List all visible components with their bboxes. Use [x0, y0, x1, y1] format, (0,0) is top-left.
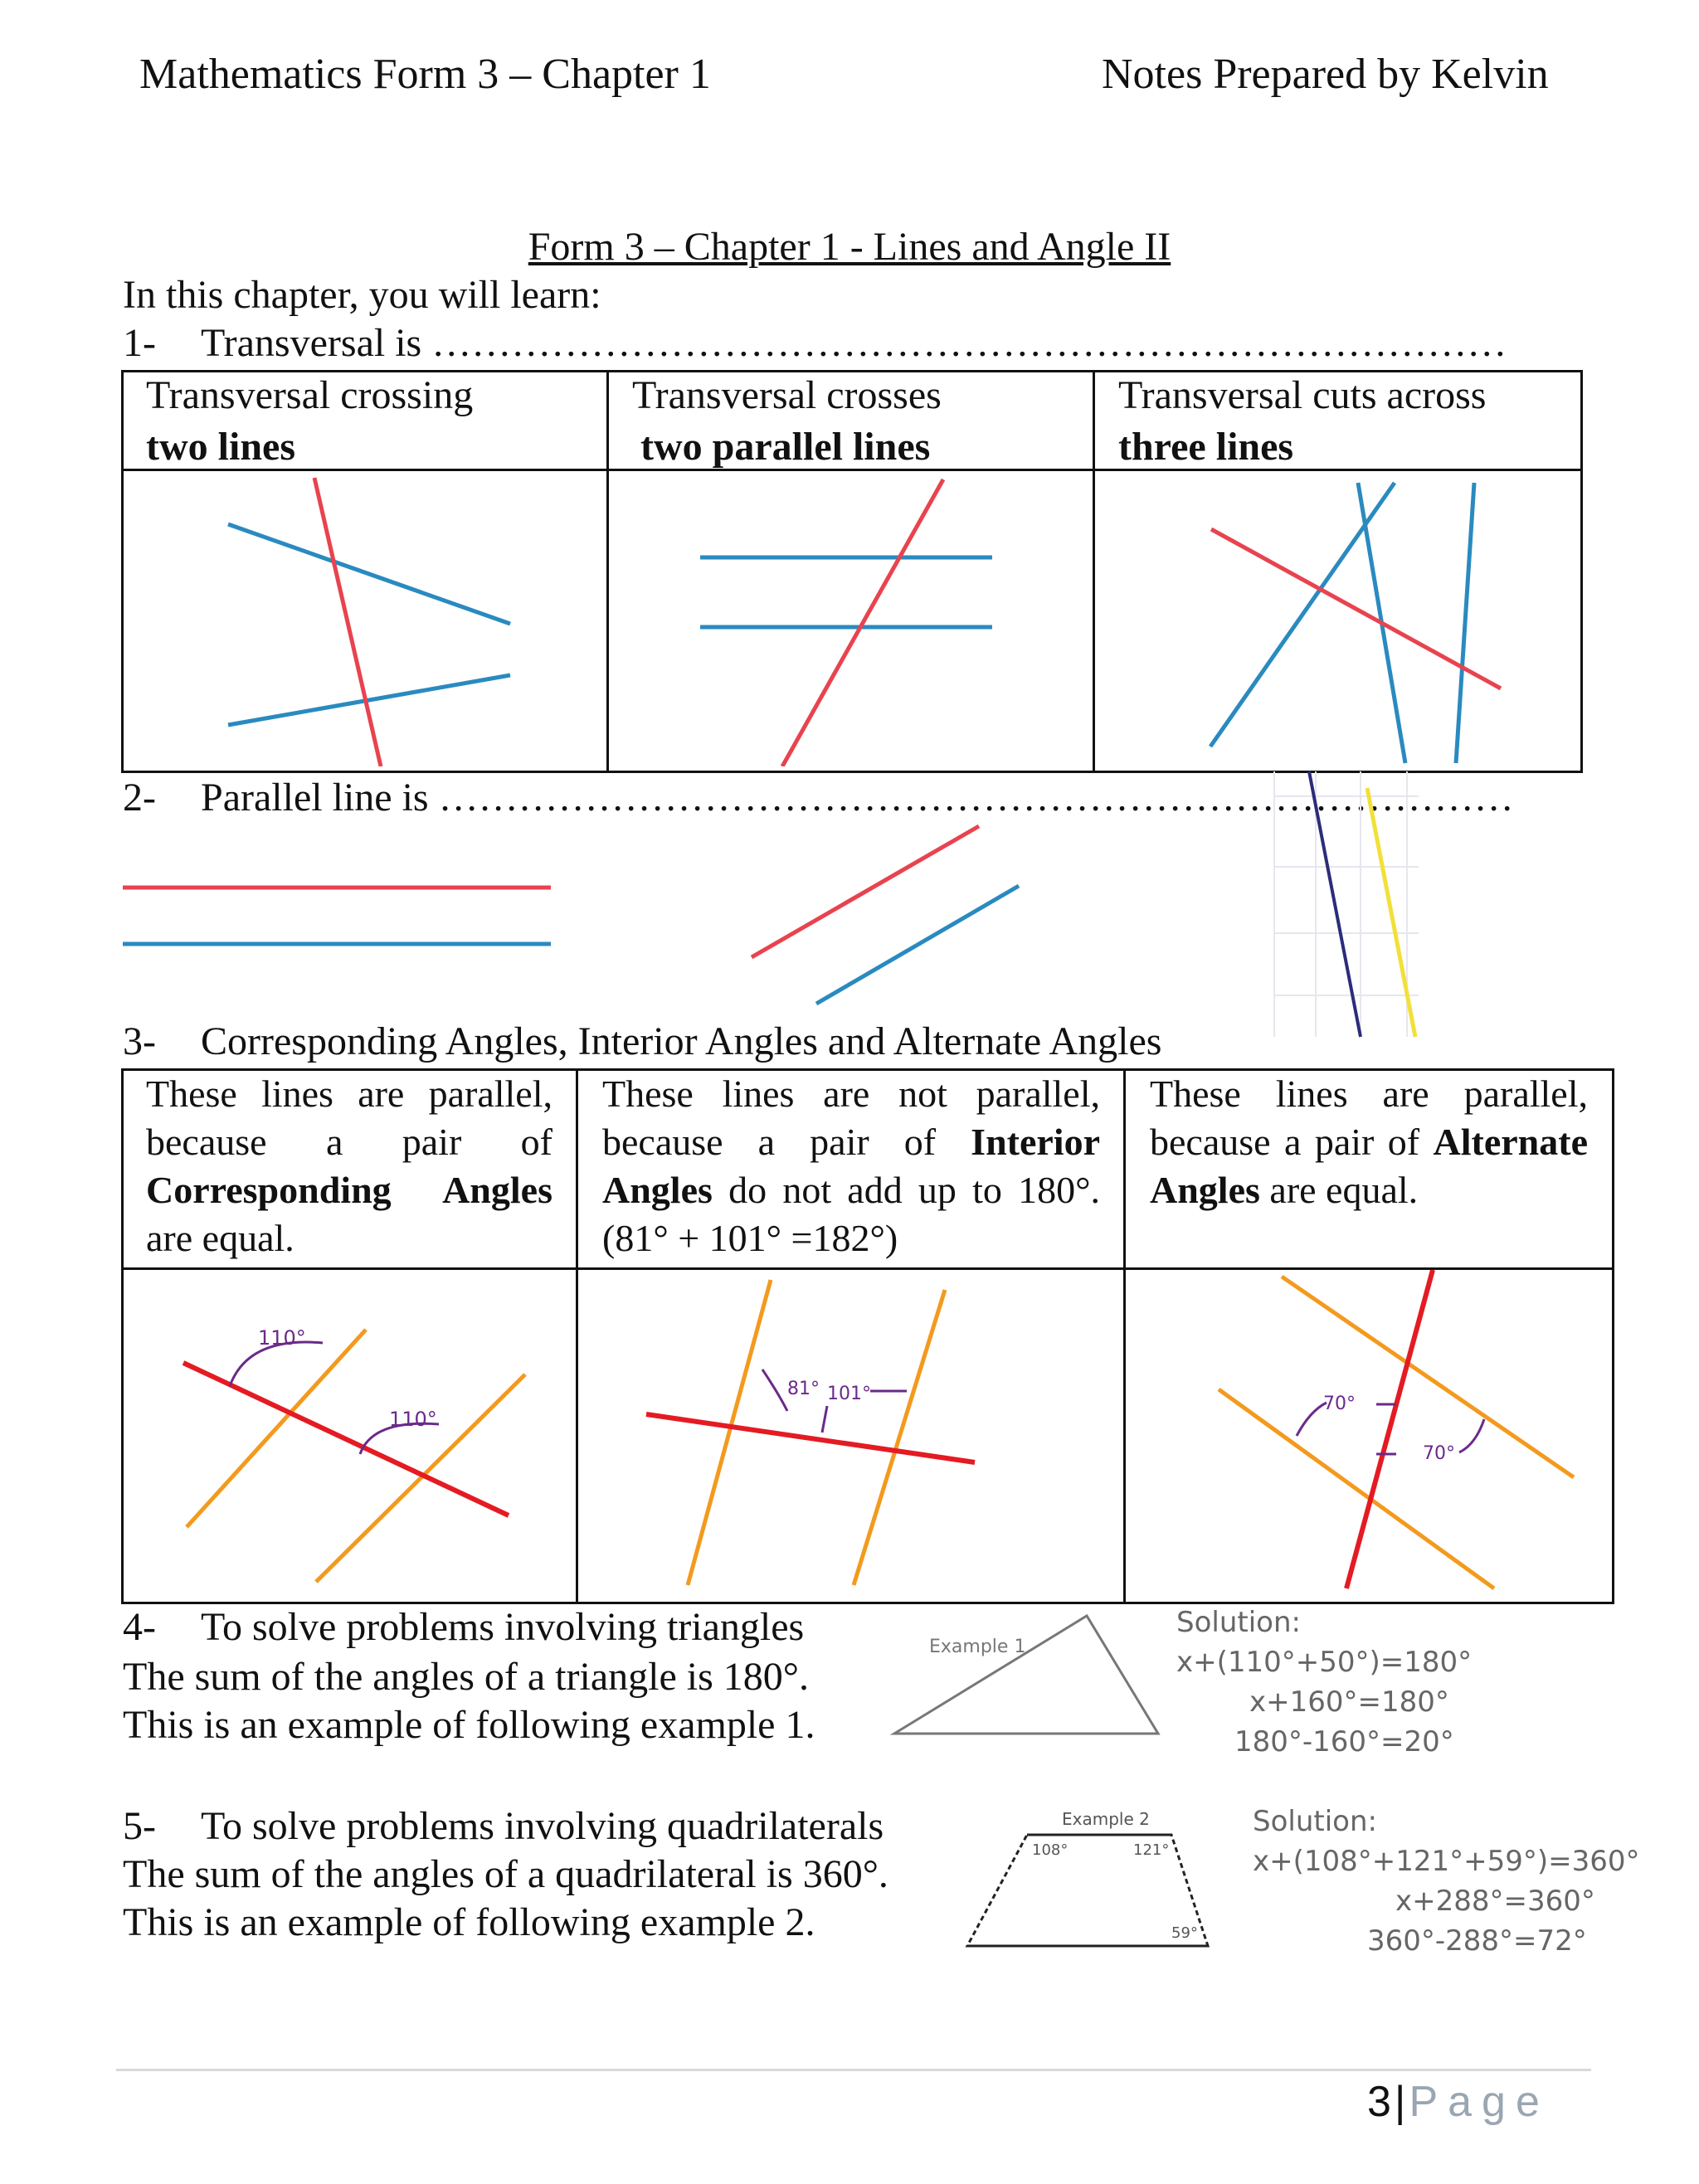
footer-separator: | — [1394, 2078, 1406, 2126]
angle-arc — [1297, 1403, 1327, 1436]
page-number: 3 — [1367, 2078, 1391, 2126]
orange-line — [316, 1374, 525, 1582]
alternate-explanation: These lines are parallel, because a pair of Alternate Angles are equal. — [1150, 1073, 1588, 1211]
item2-number: 2- — [123, 776, 156, 820]
navy-line — [1309, 771, 1361, 1037]
red-transversal — [646, 1414, 975, 1462]
red-transversal — [1346, 1270, 1433, 1588]
transversal-diagrams — [124, 471, 1575, 766]
example1-triangle — [879, 1601, 1178, 1742]
blue-line — [1456, 483, 1474, 763]
orange-line — [187, 1330, 366, 1527]
item5-line1: To solve problems involving quadrilaterals — [201, 1804, 884, 1848]
diagram-two-parallel-lines — [700, 479, 992, 766]
header-right: Notes Prepared by Kelvin — [1102, 51, 1549, 98]
solution-step: 360°-288°=72° — [1367, 1924, 1587, 1958]
item3-number: 3- — [123, 1019, 156, 1063]
page-word: Page — [1409, 2078, 1550, 2126]
alternate-angles-diagram — [1219, 1270, 1574, 1588]
interior-explanation: These lines are not parallel, because a pair of Interior Angles do not add up to 180°. (81° + 101° =182°) — [602, 1073, 1101, 1259]
interior-angles-diagram — [646, 1280, 975, 1585]
angle-label-110-bottom: 110° — [389, 1408, 437, 1431]
orange-line — [854, 1290, 945, 1585]
item1-text: Transversal is ……………………………………………………………………… — [201, 321, 1507, 365]
slanted-parallel-lines — [752, 826, 1019, 1004]
grid-parallel-lines — [1274, 771, 1419, 1037]
solution-step: 180°-160°=20° — [1234, 1725, 1454, 1758]
angle-label-110-top: 110° — [258, 1326, 306, 1350]
example1-solution — [1176, 1603, 1472, 1762]
item2-text: Parallel line is ……………………………………………………………………… — [201, 776, 1514, 820]
item5-line2: The sum of the angles of a quadrilateral is 360°. — [123, 1852, 888, 1896]
solution-step: x+(110°+50°)=180° — [1176, 1646, 1473, 1679]
chapter-title: Form 3 – Chapter 1 - Lines and Angle II — [528, 225, 1171, 269]
page-footer — [1367, 2077, 1550, 2127]
item5-line3: This is an example of following example 2. — [123, 1900, 815, 1944]
angle-marker — [822, 1406, 827, 1432]
table1-head-2: Transversal crosses two parallel lines — [632, 373, 942, 469]
red-transversal — [1211, 529, 1501, 688]
item1-number: 1- — [123, 321, 156, 365]
parallel-lines-figures — [0, 763, 1699, 1045]
table1-head-3: Transversal cuts across three lines — [1118, 373, 1487, 469]
yellow-line — [1367, 788, 1415, 1037]
corresponding-angles-diagram — [183, 1326, 525, 1582]
example2-quadrilateral — [954, 1800, 1228, 1958]
blue-line — [228, 524, 510, 624]
example2-solution — [1253, 1802, 1640, 1961]
angle-label-101: 101° — [827, 1384, 871, 1404]
solution-step: x+160°=180° — [1249, 1685, 1449, 1719]
item4-number: 4- — [123, 1605, 156, 1649]
diagram-three-lines — [1210, 483, 1501, 763]
item5-number: 5- — [123, 1804, 156, 1848]
item4-line1: To solve problems involving triangles — [201, 1605, 805, 1649]
angle-arc — [762, 1369, 787, 1411]
red-transversal — [314, 478, 381, 766]
angle-label-b: 121° — [1133, 1841, 1170, 1859]
item3-text: Corresponding Angles, Interior Angles and Alternate Angles — [201, 1019, 1162, 1063]
intro-text: In this chapter, you will learn: — [123, 273, 601, 317]
solution-label: Solution: — [1253, 1805, 1377, 1838]
solution-step: x+288°=360° — [1395, 1885, 1595, 1918]
triangle-shape — [894, 1616, 1158, 1734]
horizontal-parallel-lines — [123, 888, 551, 944]
red-transversal — [782, 479, 943, 766]
item4-line2: The sum of the angles of a triangle is 180°. — [123, 1655, 809, 1699]
solution-step: x+(108°+121°+59°)=360° — [1253, 1845, 1640, 1878]
angle-label-70-left: 70° — [1323, 1394, 1356, 1414]
red-line — [752, 826, 979, 957]
angle-arc — [1459, 1419, 1484, 1452]
table1-head-1: Transversal crossing two lines — [146, 373, 474, 469]
diagram-two-lines — [228, 478, 510, 766]
example2-label: Example 2 — [1062, 1809, 1150, 1829]
item4-line3: This is an example of following example 1. — [123, 1703, 815, 1747]
header-left: Mathematics Form 3 – Chapter 1 — [139, 51, 711, 98]
angle-label-c: 59° — [1171, 1924, 1198, 1942]
corresponding-explanation: These lines are parallel, because a pair of Corresponding Angles are equal. — [146, 1073, 553, 1259]
footer-rule — [116, 2069, 1591, 2071]
angle-label-70-right: 70° — [1423, 1443, 1455, 1464]
example1-label: Example 1 — [929, 1637, 1026, 1657]
angle-label-a: 108° — [1032, 1841, 1069, 1859]
angle-label-81: 81° — [787, 1379, 820, 1399]
solution-label: Solution: — [1176, 1606, 1301, 1639]
angle-diagrams — [124, 1270, 1607, 1597]
